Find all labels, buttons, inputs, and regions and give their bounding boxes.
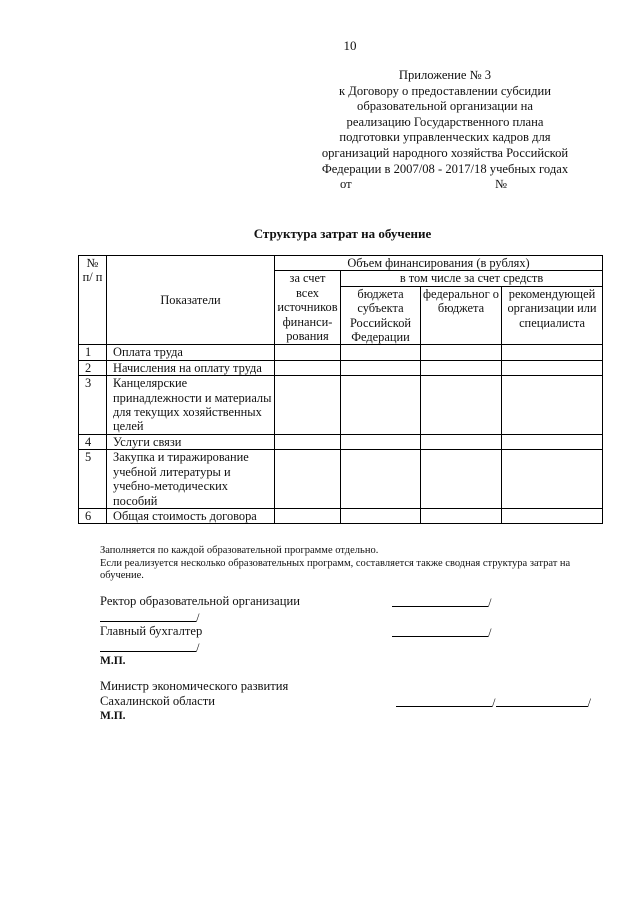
page-number: 10 bbox=[343, 38, 357, 53]
table-notes bbox=[100, 545, 600, 583]
row-num: 6 bbox=[79, 508, 107, 523]
slash: / bbox=[587, 696, 591, 710]
seal-placeholder: М.П. bbox=[100, 710, 126, 722]
cost-structure-table bbox=[78, 255, 603, 524]
header-including: в том числе за счет средств bbox=[341, 271, 603, 286]
table-cell bbox=[341, 376, 421, 435]
table-cell bbox=[502, 376, 603, 435]
appendix-line: к Договору о предоставлении субсидии bbox=[339, 83, 551, 98]
row-num: 1 bbox=[79, 345, 107, 360]
appendix-date-number bbox=[300, 177, 590, 193]
note-line: Заполняется по каждой образовательной программе отдельно. bbox=[100, 545, 379, 556]
from-label: от bbox=[340, 177, 352, 192]
name-blank bbox=[100, 639, 196, 652]
appendix-line: подготовки управленческих кадров для bbox=[339, 130, 551, 145]
note-line: Если реализуется несколько образовательных программ, составляется также сводная структура затрат на обучение. bbox=[100, 557, 571, 582]
table-cell bbox=[421, 434, 502, 449]
appendix-line: Федерации в 2007/08 - 2017/18 учебных годах bbox=[321, 161, 569, 176]
table-cell bbox=[341, 360, 421, 375]
table-cell bbox=[502, 434, 603, 449]
slash: / bbox=[488, 596, 492, 610]
rector-label: Ректор образовательной организации bbox=[100, 594, 300, 608]
minister-label-line2: Сахалинской области bbox=[100, 694, 215, 708]
slash: / bbox=[196, 611, 200, 625]
header-recommending-org: рекомендующей организации или специалиста bbox=[502, 286, 603, 345]
appendix-line: организаций народного хозяйства Российской bbox=[321, 145, 569, 160]
row-num: 2 bbox=[79, 360, 107, 375]
number-label: № bbox=[495, 177, 508, 192]
slash: / bbox=[196, 641, 200, 655]
table-row bbox=[79, 450, 603, 509]
table-cell bbox=[275, 360, 341, 375]
table-cell bbox=[421, 508, 502, 523]
table-cell bbox=[341, 434, 421, 449]
table-row bbox=[79, 508, 603, 523]
slash: / bbox=[492, 696, 496, 710]
table-cell bbox=[275, 376, 341, 435]
signature-blank bbox=[392, 624, 488, 637]
table-cell bbox=[275, 345, 341, 360]
header-federal-budget: федеральног о бюджета bbox=[421, 286, 502, 345]
row-label: Общая стоимость договора bbox=[107, 508, 275, 523]
row-num: 4 bbox=[79, 434, 107, 449]
row-label: Услуги связи bbox=[107, 434, 275, 449]
seal-placeholder: М.П. bbox=[100, 655, 126, 667]
table-row bbox=[79, 376, 603, 435]
minister-signature-line bbox=[396, 694, 591, 711]
slash: / bbox=[488, 626, 492, 640]
table-cell bbox=[275, 508, 341, 523]
rector-signature-line bbox=[392, 594, 492, 611]
appendix-header bbox=[300, 68, 590, 193]
table-cell bbox=[341, 508, 421, 523]
header-total: за счет всех источников финанси-рования bbox=[275, 271, 341, 345]
header-funding: Объем финансирования (в рублях) bbox=[275, 256, 603, 271]
table-cell bbox=[341, 450, 421, 509]
table-row bbox=[79, 345, 603, 360]
table-cell bbox=[421, 345, 502, 360]
header-regional-budget: бюджета субъекта Российской Федерации bbox=[341, 286, 421, 345]
table-cell bbox=[275, 450, 341, 509]
table-cell bbox=[421, 376, 502, 435]
header-indicators: Показатели bbox=[107, 256, 275, 345]
signature-blank bbox=[396, 694, 492, 707]
table-cell bbox=[502, 508, 603, 523]
accountant-signature-line bbox=[392, 624, 492, 641]
row-label: Закупка и тиражирование учебной литературы и учебно-методических пособий bbox=[107, 450, 275, 509]
table-cell bbox=[502, 360, 603, 375]
document-title: Структура затрат на обучение bbox=[253, 226, 432, 241]
signature-blank bbox=[392, 594, 488, 607]
table-row bbox=[79, 434, 603, 449]
name-blank bbox=[496, 694, 588, 707]
accountant-label: Главный бухгалтер bbox=[100, 624, 203, 638]
row-label: Оплата труда bbox=[107, 345, 275, 360]
minister-label-line1: Министр экономического развития bbox=[100, 679, 289, 693]
table-cell bbox=[502, 345, 603, 360]
row-num: 5 bbox=[79, 450, 107, 509]
table-cell bbox=[341, 345, 421, 360]
accountant-name-line bbox=[100, 639, 200, 656]
appendix-line: образовательной организации на bbox=[357, 99, 533, 114]
table-cell bbox=[275, 434, 341, 449]
row-label: Начисления на оплату труда bbox=[107, 360, 275, 375]
row-label: Канцелярские принадлежности и материалы для текущих хозяйственных целей bbox=[107, 376, 275, 435]
appendix-line: реализацию Государственного плана bbox=[346, 114, 544, 129]
row-num: 3 bbox=[79, 376, 107, 435]
table-cell bbox=[421, 450, 502, 509]
appendix-line: Приложение № 3 bbox=[398, 68, 492, 82]
table-cell bbox=[502, 450, 603, 509]
table-row bbox=[79, 360, 603, 375]
table-cell bbox=[421, 360, 502, 375]
header-num: № п/ п bbox=[79, 256, 107, 345]
name-blank bbox=[100, 609, 196, 622]
